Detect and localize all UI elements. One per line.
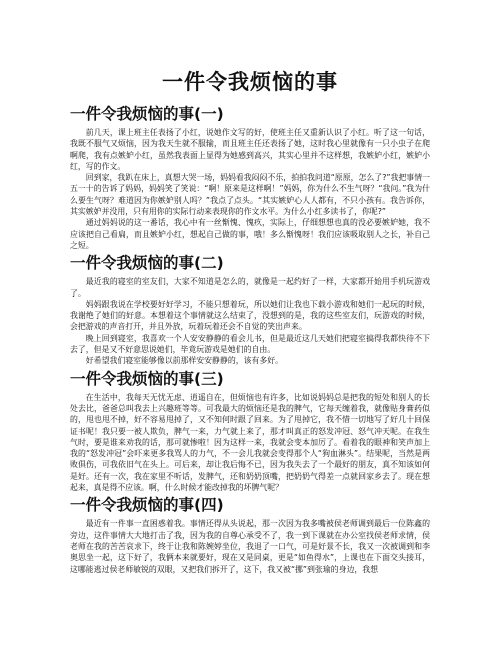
paragraph: 回到家，我趴在床上，真想大哭一场，妈妈看我闷闷不乐，拍拍我问道“原原，怎么了?”我把事情一五一十的告诉了妈妈，妈妈笑了笑说：“啊！原来是这样啊！”妈妈，你为什么不生气呀？“我问。”我为什么要生气呀？难道因为你嫉妒别人吗？”我点了点头。“其实嫉妒心人人都有，不只小孩有。我告诉你，其实嫉妒并没用，只有用你的实际行动来表现你的作文水平。为什么小红多读书了，你呢?” [70, 173, 430, 217]
section-1 [70, 104, 430, 251]
section-heading: 一件令我烦恼的事(三) [70, 369, 224, 388]
section-heading: 一件令我烦恼的事(二) [70, 254, 224, 273]
section-2 [70, 253, 430, 366]
section-4 [70, 495, 430, 574]
page-title: 一件令我烦恼的事 [162, 70, 338, 94]
section-heading: 一件令我烦恼的事(一) [70, 105, 224, 123]
paragraph: 好希望我们寝室能够像以前那样安安静静的，该有多好。 [85, 356, 284, 366]
paragraph: 最近有一件事一直困惑着我。事情还得从头说起，那一次因为我多嘴被侯老师调到最后一位陈鑫的旁边，这件事情大大地打击了我，因为我的自尊心承受不了，我一到下课就在办公室找侯老师求情，侯老师在我的苦苦哀求下，终于让我和陈婉婷坐位，我退了一口气，可是好景不长，我又一次被调到和李奥思坐一起，这下好了，我俩本来就要好，现在又是同桌，更是“如鱼得水”，上课也在下面交头接耳，这哪能逃过侯老师敏锐的双眼，又把我们拆开了，这下，我又被“挪”到张瑜的身边，我想 [70, 519, 430, 574]
section-heading: 一件令我烦恼的事(四) [70, 496, 224, 515]
paragraph: 前几天，课上班主任表扬了小红，说她作文写的好，使班主任又重新认识了小红。听了这一句话，我既不服气又烦恼，因为我天生就不服输，而且班主任还表扬了她，这时我心里就像有一只小虫子在爬啊爬，我有点嫉妒小红，虽然我表面上显得为她感到高兴，其实心里并不这样想，我嫉妒小红，嫉妒小红，写的作文。 [70, 128, 430, 171]
paragraph: 妈妈跟我说在学校要好好学习，不能只想着玩，所以她们让我也下载小游戏和她们一起玩的时候，我谢绝了她们的好意。本想着这个事情就这么结束了，没想到的是，我的这些室友们，玩游戏的时候，会把游戏的声音打开，并且外放，玩着玩着还会不自觉的笑出声来。 [70, 299, 430, 332]
paragraph: 晚上回到寝室，我喜欢一个人安安静静的看会儿书，但是最近这几天她们把寝室搞得我都快待不下去了，但是又不好意思说她们，毕竟玩游戏是她们的自由。 [70, 333, 430, 355]
paragraph: 通过妈妈说的这一番话，我心中有一丝惭愧、愧疚，实际上，仔细想想也真的没必要嫉妒她，我不应该把自己看扁，而且嫉妒小红，想起自己做的事，哦！多么惭愧呀！我们应该吸取别人之长，补自己之短。 [70, 218, 430, 250]
section-3 [70, 369, 430, 494]
paragraph: 在生活中，我每天无忧无虑、逍遥自在，但烦恼也有许多，比如说妈妈总是把我的短处和别人的长处去比，爸爸总叫我去上兴趣班等等。可我最大的烦恼还是我的脾气，它每天缠着我，就像贴身膏药似的，甩也甩不掉，好不容易甩掉了，又不知何时跟了回来。为了甩掉它，我不惜一切地写了好几十回保证书呢！我只要一被人欺负，脾气一来，力气就上来了，那才叫真正的怒发冲冠、怒气冲天呢。在我生气时，要是谁来劝我的话，那可就惨啦！因为这样一来，我就会变本加厉了。看着我的眼神和笑声加上我的“怒发冲冠”会吓来更多我骂人的力气，不一会儿我就会变得那个人“狗血淋头”。结果呢，当然是两败俱伤，可我依旧气在头上。可后来，却让我后悔不已，因为我失去了一个最好的朋友，真不知该如何是好。还有一次，我在家里不听话，发脾气，还和奶奶顶嘴，把奶奶气得差一点就回家乡去了。现在想起来，真是得不应该。啊，什么时候才能改掉我的坏脾气呢？ [70, 392, 430, 493]
paragraph: 最近我的寝室的室友们，大家不知道是怎么的，就像是一起约好了一样，大家都开始用手机玩游戏了。 [70, 277, 430, 298]
